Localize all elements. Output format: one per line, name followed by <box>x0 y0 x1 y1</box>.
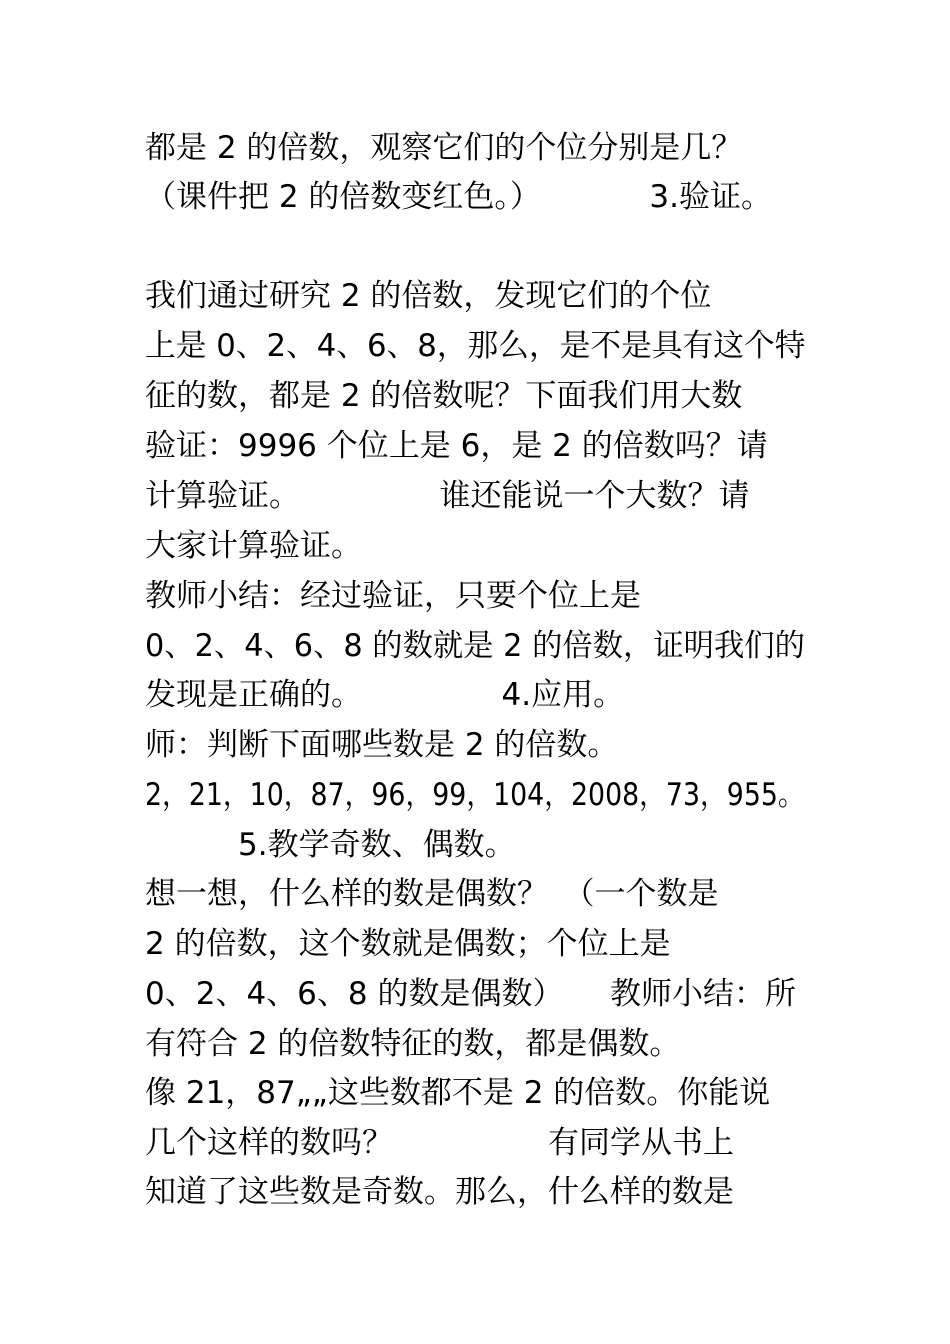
text-line: 大家计算验证。 <box>145 528 362 564</box>
text-line: 0、2、4、6、8 的数就是 2 的倍数，证明我们的 <box>145 628 805 664</box>
text-line: 5.教学奇数、偶数。 <box>145 827 516 863</box>
text-line: 验证：9996 个位上是 6，是 2 的倍数吗？请 <box>145 428 768 464</box>
text-line: 知道了这些数是奇数。那么，什么样的数是 <box>145 1174 734 1210</box>
text-line: 我们通过研究 2 的倍数，发现它们的个位 <box>145 278 712 314</box>
text-line: 师：判断下面哪些数是 2 的倍数。 <box>145 727 619 763</box>
text-line: 计算验证。 谁还能说一个大数？请 <box>145 478 750 514</box>
text-line: 2 的倍数，这个数就是偶数；个位上是 <box>145 926 671 962</box>
text-line: 有符合 2 的倍数特征的数，都是偶数。 <box>145 1026 681 1062</box>
text-line: 0、2、4、6、8 的数是偶数） 教师小结：所 <box>145 976 796 1012</box>
text-line: 发现是正确的。 4.应用。 <box>145 677 625 713</box>
text-line: 2，21，10，87，96，99，104，2008，73，955。 <box>145 777 805 813</box>
text-line: 几个这样的数吗？ 有同学从书上 <box>145 1125 734 1161</box>
text-line: （课件把 2 的倍数变红色。） 3.验证。 <box>145 179 773 215</box>
text-line: 上是 0、2、4、6、8，那么，是不是具有这个特 <box>145 328 806 364</box>
text-line: 想一想，什么样的数是偶数？ （一个数是 <box>145 876 719 912</box>
text-line: 像 21，87„„这些数都不是 2 的倍数。你能说 <box>145 1075 771 1111</box>
text-line: 征的数，都是 2 的倍数呢？下面我们用大数 <box>145 378 743 414</box>
text-line: 教师小结：经过验证，只要个位上是 <box>145 578 641 614</box>
text-line: 都是 2 的倍数，观察它们的个位分别是几？ <box>145 130 743 166</box>
